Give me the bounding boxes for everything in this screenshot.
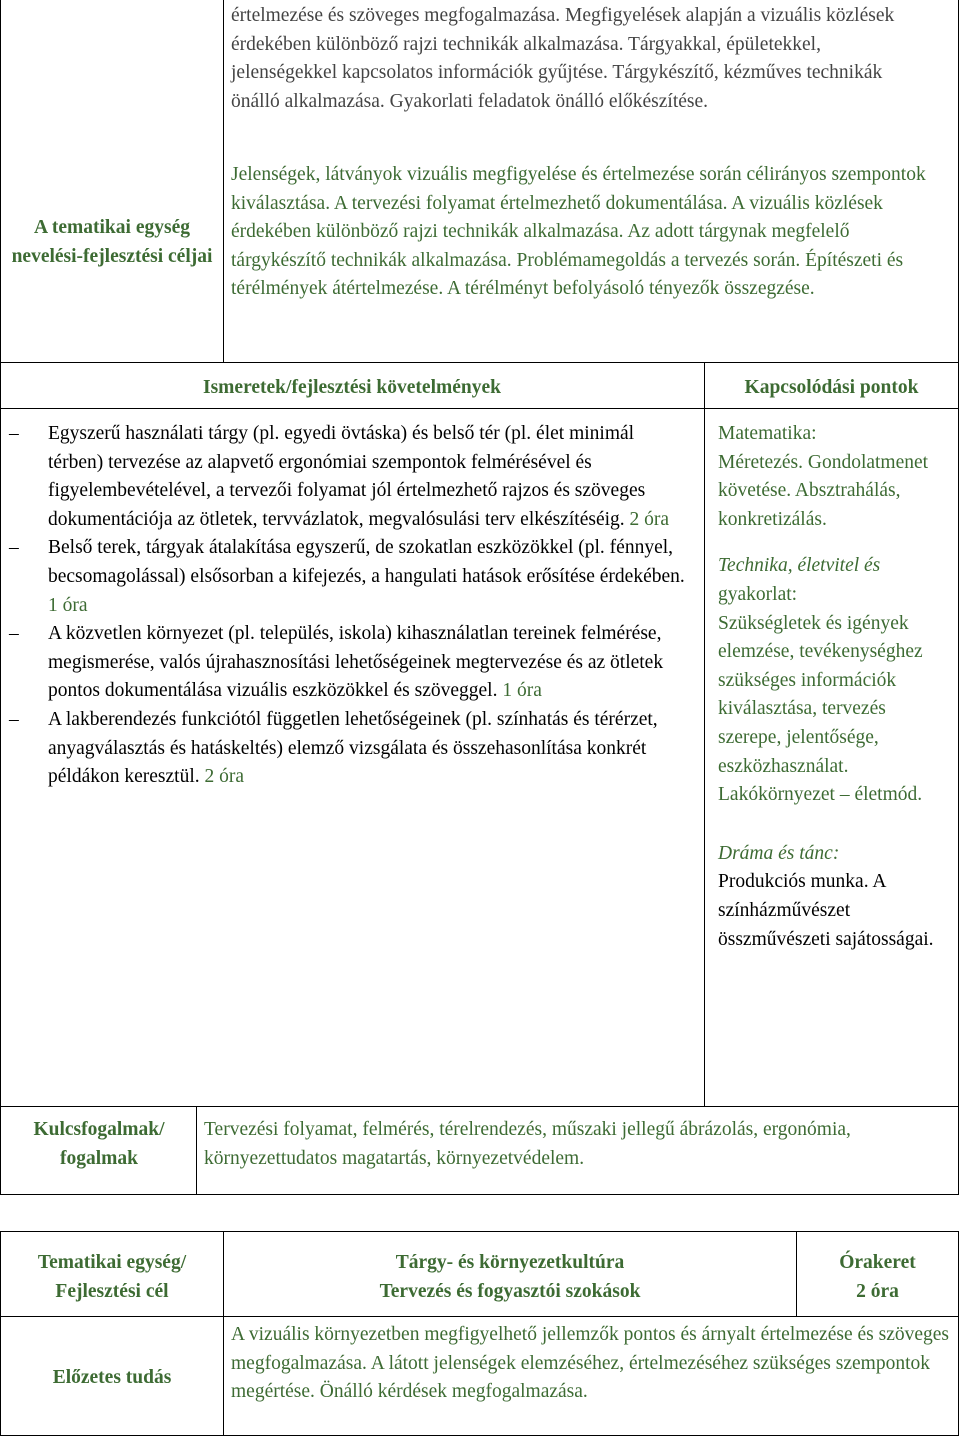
table-border (0, 1231, 1, 1436)
table-border (0, 362, 959, 363)
math-title: Matematika: (718, 423, 817, 444)
item-hours: 1 óra (502, 680, 542, 702)
drama-title: Dráma és tánc: (718, 842, 840, 864)
list-item (0, 706, 692, 792)
unit-title-line2: Tervezés és fogyasztói szokások (379, 1280, 641, 1302)
table-border (0, 408, 959, 409)
item-hours: 2 óra (204, 766, 245, 788)
unit-title-line1: Tárgy- és környezetkultúra (395, 1252, 625, 1273)
table-border (704, 362, 705, 1107)
prior-knowledge-label: Előzetes tudás (52, 1367, 172, 1388)
table-border (0, 1194, 959, 1195)
key-concepts-label: Kulcsfogalmak/ fogalmak (33, 1119, 165, 1169)
key-concepts-text: Tervezési folyamat, felmérés, térelrendezés, műszaki jellegű ábrázolás, ergonómia, környezettudatos magatartás, környezetvédelem. (204, 1119, 851, 1169)
unit-title (224, 1249, 796, 1306)
hours-value: 2 óra (856, 1280, 899, 1302)
requirements-list (0, 420, 692, 792)
connections-column (718, 420, 946, 954)
goals-label: A tematikai egység nevelési-fejlesztési céljai (11, 217, 213, 267)
math-text: Méretezés. Gondolatmenet követése. Absztrahálás, konkretizálás. (718, 451, 929, 530)
goals-continued-text: értelmezése és szöveges megfogalmazása. Megfigyelések alapján a vizuális közlések érdekében különböző rajzi technikák alkalmazása. Tárgyakkal, épületekkel, jelenségekkel kapcsolatos információk gyűjtése. Tárgykészítő, kézműves technikák önálló alkalmazása. Gyakorlati feladatok önálló előkészítése. (231, 5, 895, 112)
list-dash: – (9, 423, 19, 444)
drama-text: Produkciós munka. A színházművészet összművészeti sajátosságai. (718, 871, 934, 950)
item-text: A közvetlen környezet (pl. település, iskola) kihasználatlan tereinek felmérése, megismerése, valós újrahasznosítási lehetőségeinek megtervezése és az ötletek pontos dokumentálása vizuális eszközökkel és szöveggel. (48, 623, 664, 702)
prior-knowledge-text: A vizuális környezetben megfigyelhető jellemzők pontos és árnyalt értelmezése és szöveges megfogalmazása. A látott jelenségek elemzéséhez, értelmezéséhez szükséges szempontok megértése. Önálló kérdések megfogalmazása. (231, 1324, 949, 1403)
item-text: A lakberendezés funkciótól független lehetőségeinek (pl. színhatás és térérzet, anyagválasztás és hatáskeltés) elemző vizsgálata és összehasonlítása konkrét példákon keresztül. (48, 708, 658, 788)
table-border (196, 1106, 197, 1195)
item-text: Belső terek, tárgyak átalakítása egyszerű, de szokatlan eszközökkel (pl. fénnyel, becsomagolással) elsősorban a kifejezés, a hangulati hatások erősítése érdekében. (48, 537, 685, 587)
hours-box (797, 1249, 958, 1306)
connections-header: Kapcsolódási pontok (744, 377, 919, 398)
list-item (0, 420, 692, 534)
table-border (0, 1106, 959, 1107)
item-hours: 2 óra (629, 508, 670, 530)
tech-title-continued: gyakorlat: (718, 583, 798, 605)
goals-text: Jelenségek, látványok vizuális megfigyelése és értelmezése során célirányos szempontok kiválasztása. A tervezési folyamat értelmezhető dokumentálása. A vizuális közlések érdekében különböző rajzi technikák alkalmazása. Az adott tárgynak megfelelő tárgykészítő technikák alkalmazása. Problémamegoldás a tervezés során. Építészeti és térélmények átértelmezése. A térélményt befolyásoló tényezők összegzése. (231, 164, 926, 300)
tech-text: Szükségletek és igények elemzése, tevékenységhez szükséges információk kiválasztása, tervezés szerepe, jelentősége, eszközhasználat. Lakókörnyezet – életmód. (718, 612, 923, 806)
list-item (0, 534, 692, 620)
list-dash: – (9, 537, 19, 559)
item-hours: 1 óra (48, 594, 88, 616)
requirements-header: Ismeretek/fejlesztési követelmények (203, 377, 501, 398)
table-border (0, 1316, 959, 1317)
list-dash: – (9, 708, 19, 730)
hours-label: Órakeret (839, 1252, 916, 1273)
tech-title: Technika, életvitel és (718, 555, 881, 577)
thematic-unit-label: Tematikai egység/ Fejlesztési cél (37, 1252, 187, 1302)
table-border (223, 0, 224, 362)
item-text: Egyszerű használati tárgy (pl. egyedi övtáska) és belső tér (pl. élet minimál térben) tervezése az alapvető ergonómiai szempontok felmérésével és figyelembevételével, a tervezői folyamat jól értelmezhető rajzos és szöveges dokumentációja az ötletek, tervvázlatok, megvalósulási terv elkészítéséig. (48, 423, 646, 530)
table-border (0, 1231, 959, 1232)
list-dash: – (9, 623, 19, 645)
table-border (958, 0, 959, 1195)
list-item (0, 620, 692, 706)
table-border (958, 1231, 959, 1436)
